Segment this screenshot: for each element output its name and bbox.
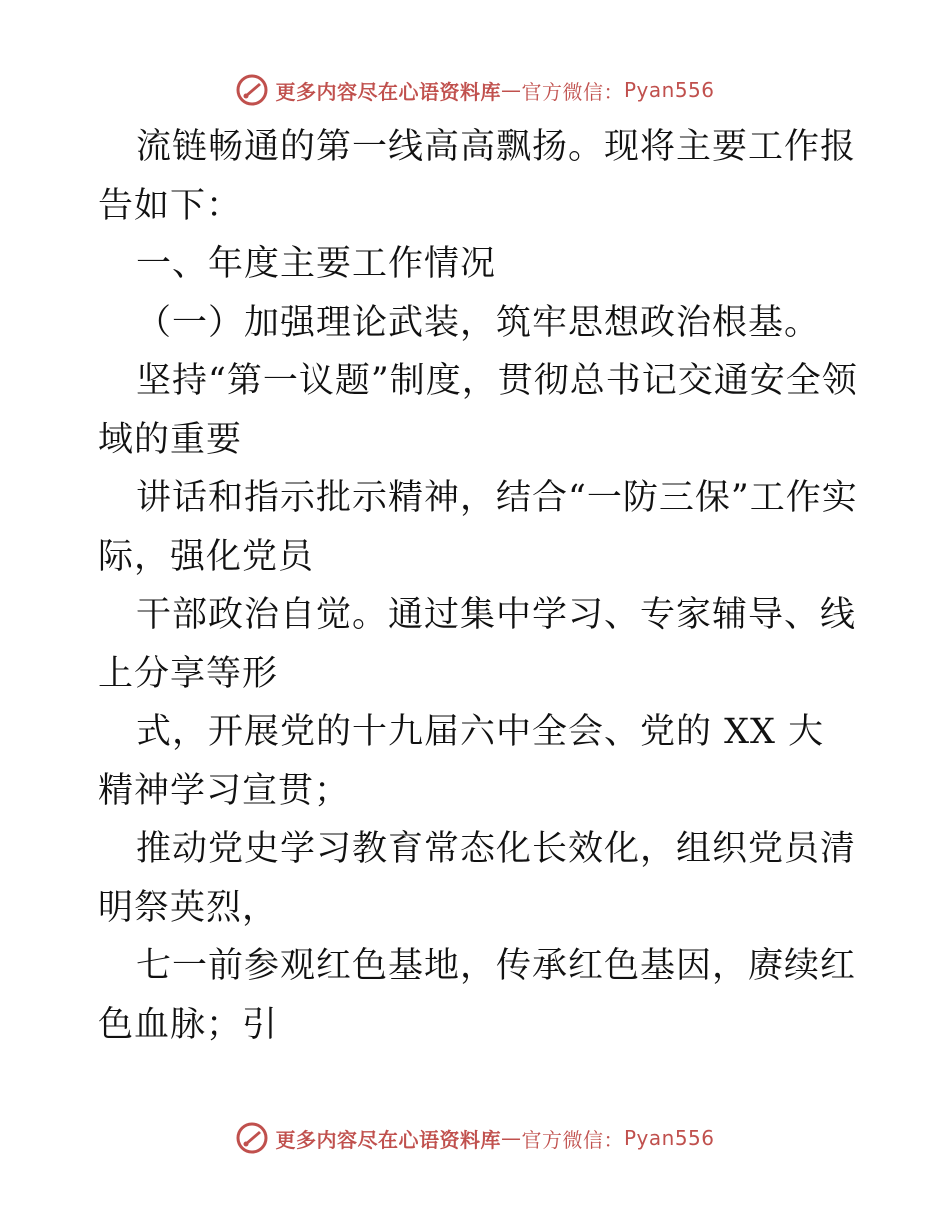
logo-icon bbox=[235, 73, 269, 107]
watermark-wechat-id: Pyan556 bbox=[623, 78, 715, 102]
paragraph-6: 推动党史学习教育常态化长效化，组织党员清明祭英烈， bbox=[98, 829, 857, 928]
paragraph-5: 式，开展党的十九届六中全会、党的 XX 大精神学习宣贯； bbox=[98, 712, 825, 811]
watermark-footer bbox=[0, 1118, 950, 1158]
watermark-wechat-id: Pyan556 bbox=[623, 1126, 715, 1150]
subsection-heading-1: （一）加强理论武装，筑牢思想政治根基。 bbox=[136, 302, 821, 343]
paragraph-7: 七一前参观红色基地，传承红色基因，赓续红色血脉；引 bbox=[98, 946, 857, 1045]
paragraph-1: 流链畅通的第一线高高飘扬。现将主要工作报告如下： bbox=[98, 127, 857, 226]
watermark-wechat-label: 官方微信： bbox=[521, 79, 624, 104]
paragraph-2: 坚持“第一议题”制度，贯彻总书记交通安全领域的重要 bbox=[98, 361, 858, 460]
logo-icon bbox=[235, 1121, 269, 1155]
watermark-header bbox=[0, 70, 950, 110]
document-body bbox=[98, 118, 858, 1054]
watermark-dash: — bbox=[500, 1126, 522, 1150]
watermark-main-text: 更多内容尽在心语资料库 bbox=[275, 1127, 501, 1152]
paragraph-3: 讲话和指示批示精神，结合“一防三保”工作实际，强化党员 bbox=[98, 478, 858, 577]
watermark-main-text: 更多内容尽在心语资料库 bbox=[275, 79, 501, 104]
paragraph-4: 干部政治自觉。通过集中学习、专家辅导、线上分享等形 bbox=[98, 595, 857, 694]
watermark-wechat-label: 官方微信： bbox=[521, 1127, 624, 1152]
watermark-dash: — bbox=[500, 78, 522, 102]
section-heading-1: 一、年度主要工作情况 bbox=[136, 244, 497, 284]
